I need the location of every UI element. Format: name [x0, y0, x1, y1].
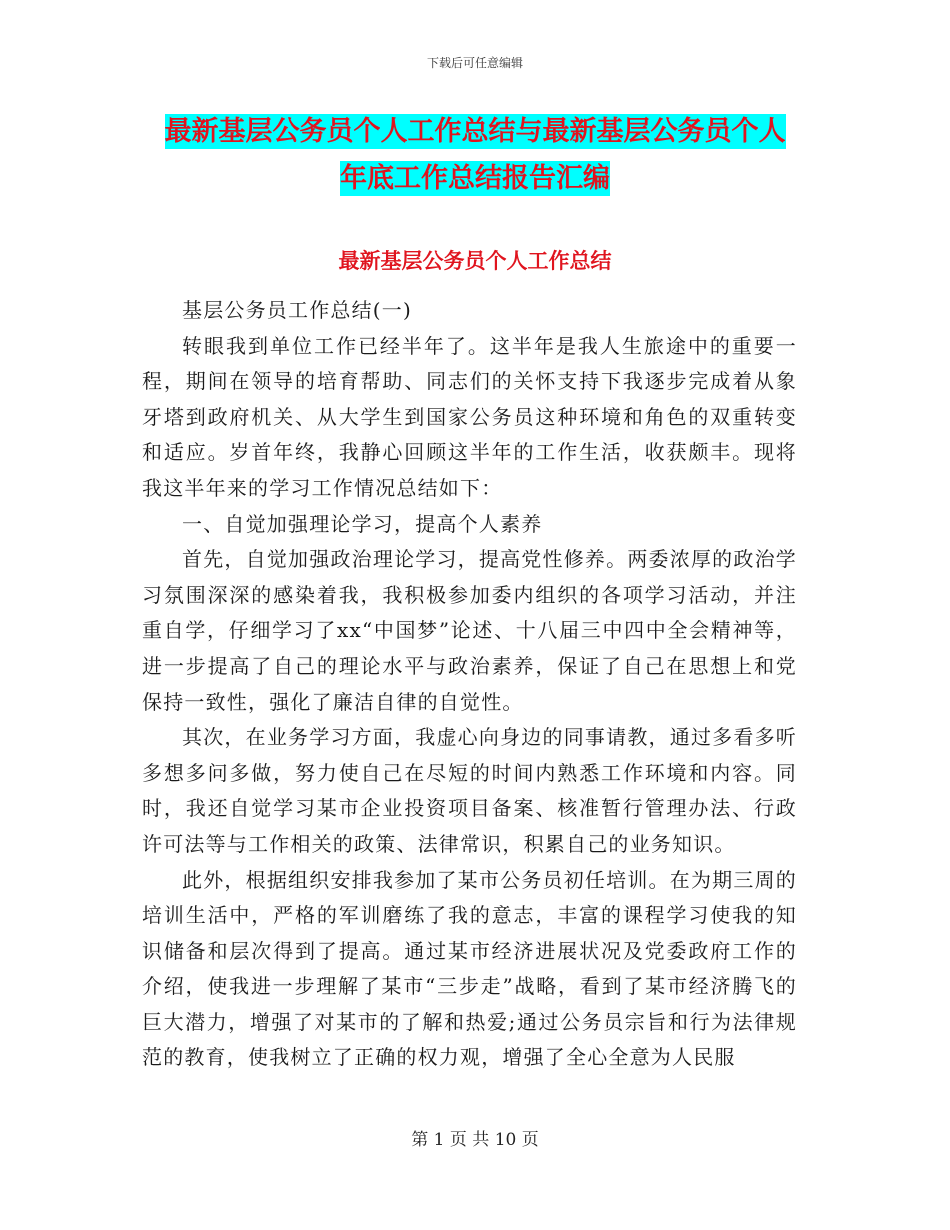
paragraph: 此外，根据组织安排我参加了某市公务员初任培训。在为期三周的培训生活中，严格的军训磨练了我的意志，丰富的课程学习使我的知识储备和层次得到了提高。通过某市经济进展状况及党委政府工作的介绍，使我进一步理解了某市“三步走”战略，看到了某市经济腾飞的巨大潜力，增强了对某市的了解和热爱;通过公务员宗旨和行为法律规范的教育，使我树立了正确的权力观，增强了全心全意为人民服 [142, 867, 797, 1070]
paragraph-subtitle: 基层公务员工作总结(一) [182, 298, 413, 322]
header-note: 下载后可任意编辑 [426, 56, 523, 70]
page-number-footer: 第 1 页 共 10 页 [411, 1130, 539, 1150]
paragraph: 首先，自觉加强政治理论学习，提高党性修养。两委浓厚的政治学习氛围深深的感染着我，我积极参加委内组织的各项学习活动，并注重自学，仔细学习了xx“中国梦”论述、十八届三中四中全会精神等，进一步提高了自己的理论水平与政治素养，保证了自己在思想上和党保持一致性，强化了廉洁自律的自觉性。 [142, 547, 797, 714]
paragraph-heading: 一、自觉加强理论学习，提高个人素养 [182, 511, 543, 536]
paragraph: 转眼我到单位工作已经半年了。这半年是我人生旅途中的重要一程，期间在领导的培育帮助、同志们的关怀支持下我逐步完成着从象牙塔到政府机关、从大学生到国家公务员这种环境和角色的双重转变和适应。岁首年终，我静心回顾这半年的工作生活，收获颇丰。现将我这半年来的学习工作情况总结如下： [142, 333, 797, 500]
document-title [0, 108, 950, 202]
title-line-2: 年底工作总结报告汇编 [340, 163, 610, 194]
section-title: 最新基层公务员个人工作总结 [338, 249, 612, 273]
body-text [142, 293, 797, 1076]
paragraph: 其次，在业务学习方面，我虚心向身边的同事请教，通过多看多听多想多问多做，努力使自己在尽短的时间内熟悉工作环境和内容。同时，我还自觉学习某市企业投资项目备案、核准暂行管理办法、行政许可法等与工作相关的政策、法律常识，积累自己的业务知识。 [142, 725, 797, 856]
title-line-1: 最新基层公务员个人工作总结与最新基层公务员个人 [164, 116, 786, 147]
